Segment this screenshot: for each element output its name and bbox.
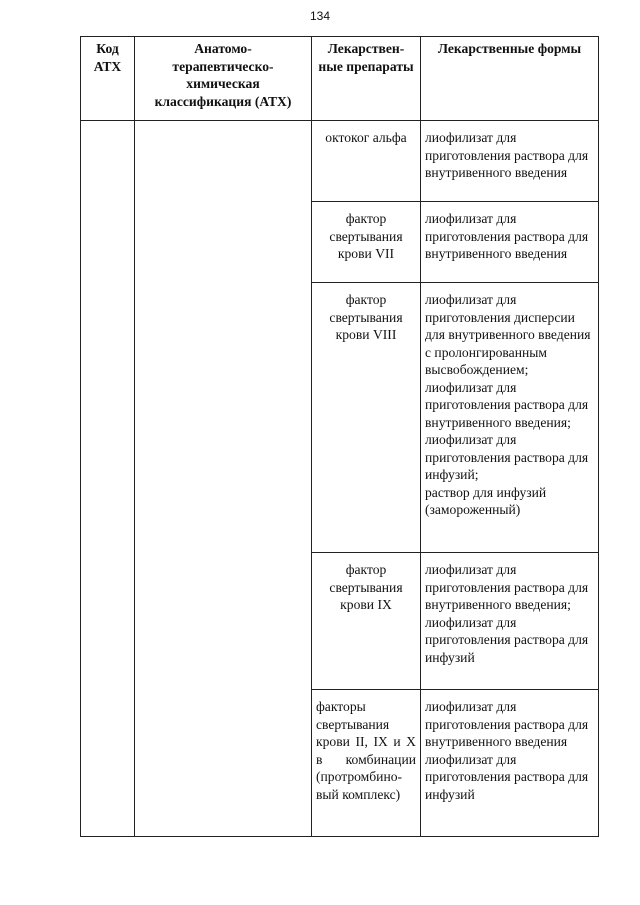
form-item: лиофилизат для приготовления раствора для внутривенного введения bbox=[425, 699, 589, 749]
atx-code-cell bbox=[81, 121, 135, 837]
form-item: лиофилизат для приготовления раствора для внутривенного введения; bbox=[425, 562, 589, 612]
form-item: раствор для инфузий (замороженный) bbox=[425, 484, 547, 517]
drug-cell: октоког альфа bbox=[312, 121, 421, 202]
header-atx-classification: Анатомо-терапевтическо-химическая классификация (АТХ) bbox=[135, 37, 312, 121]
forms-cell bbox=[421, 283, 599, 553]
drug-cell: фактор свертывания крови IX bbox=[312, 553, 421, 690]
header-dosage-forms: Лекарственные формы bbox=[421, 37, 599, 121]
atx-classification-cell bbox=[135, 121, 312, 837]
form-item: лиофилизат для приготовления раствора для внутривенного введения; bbox=[425, 379, 589, 430]
drug-cell: факторы свертывания крови II, IX и X в комбинации (протромбино-вый комплекс) bbox=[312, 690, 421, 837]
form-item: лиофилизат для приготовления раствора для инфузий bbox=[425, 614, 589, 665]
table-row bbox=[81, 121, 599, 202]
page-number: 134 bbox=[309, 9, 331, 23]
form-item: лиофилизат для приготовления раствора для внутривенного введения bbox=[425, 211, 589, 261]
forms-cell bbox=[421, 690, 599, 837]
form-item: лиофилизат для приготовления дисперсии для внутривенного введения с пролонгированным высвобождением; bbox=[425, 292, 591, 377]
drug-cell: фактор свертывания крови VIII bbox=[312, 283, 421, 553]
header-drugs: Лекарствен-ные препараты bbox=[312, 37, 421, 121]
drug-cell: фактор свертывания крови VII bbox=[312, 202, 421, 283]
forms-cell bbox=[421, 121, 599, 202]
form-item: лиофилизат для приготовления раствора для инфузий bbox=[425, 751, 589, 802]
header-atx-code: Код АТХ bbox=[81, 37, 135, 121]
form-item: лиофилизат для приготовления раствора для инфузий; bbox=[425, 432, 589, 482]
forms-cell bbox=[421, 553, 599, 690]
table-header-row bbox=[81, 37, 599, 121]
atx-table bbox=[80, 36, 599, 837]
forms-cell bbox=[421, 202, 599, 283]
form-item: лиофилизат для приготовления раствора для внутривенного введения bbox=[425, 130, 589, 180]
